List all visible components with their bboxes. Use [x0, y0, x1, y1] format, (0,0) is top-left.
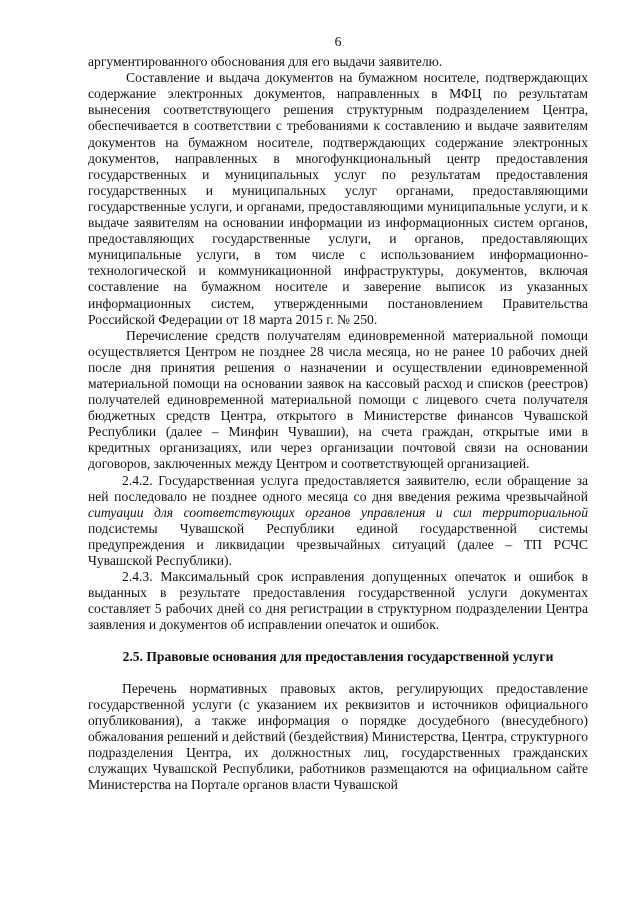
section-heading-2-5: 2.5. Правовые основания для предоставления государственной услуги [122, 649, 554, 665]
paragraph-2-4-3: 2.4.3. Максимальный срок исправления допущенных опечаток и ошибок в выданных в результате предоставления государственной услуги документах составляет 5 рабочих дней со дня регистрации в структурном подразделении Центра заявления и документов об исправлении опечаток и ошибок. [88, 569, 588, 633]
paragraph-2-4-2 [88, 473, 588, 570]
paragraph-legal-acts: Перечень нормативных правовых актов, регулирующих предоставление государственной услуги (с указанием их реквизитов и источников официального опубликования), а также информация о порядке досудебного (внесудебного) обжалования решений и действий (бездействия) Министерства, Центра, структурного подразделения Центра, их должностных лиц, государственных гражданских служащих Чувашской Республики, работников размещаются на официальном сайте Министерства на Портале органов власти Чувашской [88, 680, 588, 793]
paragraph-continuation: аргументированного обоснования для его выдачи заявителю. [88, 54, 443, 70]
paragraph-funds-transfer: Перечисление средств получателям единовременной материальной помощи осуществляется Центром не позднее 28 числа месяца, но не ранее 10 рабочих дней после дня принятия решения о назначении и осуществлении единовременной материальной помощи на основании заявок на кассовый расход и списков (реестров) получателей единовременной материальной помощи с лицевого счета получателя бюджетных средств Центра, открытого в Министерстве финансов Чувашской Республики (далее – Минфин Чувашии), на счета граждан, открытые ими в кредитных организациях, или через организации почтовой связи на основании договоров, заключенных между Центром и соответствующей организацией. [88, 327, 588, 472]
paragraph-2-4-2-end: подсистемы Чувашской Республики единой государственной системы предупреждения и ликвидации чрезвычайных ситуаций (далее – ТП РСЧС Чувашской Республики). [88, 520, 588, 568]
paragraph-2-4-2-italic: ситуации для соответствующих органов управления и сил территориальной [88, 504, 588, 520]
page-number: 6 [334, 34, 342, 49]
document-page [88, 34, 588, 793]
paragraph-paper-documents: Составление и выдача документов на бумажном носителе, подтверждающих содержание электронных документов, направленных в МФЦ по результатам вынесения соответствующего решения структурным подразделением Центра, обеспечивается в соответствии с требованиями к составлению и выдаче заявителям документов на бумажном носителе, подтверждающих содержание электронных документов, направленных в многофункциональный центр предоставления государственных и муниципальных услуг по результатам предоставления государственных и муниципальных услуг органами, предоставляющими государственные услуги, и органами, предоставляющими муниципальные услуги, и к выдаче заявителям на основании информации из информационных систем органов, предоставляющих государственные услуги, и органов, предоставляющих муниципальные услуги, в том числе с использованием информационно-технологической и коммуникационной инфраструктуры, документов, включая составление на бумажном носителе и заверение выписок из указанных информационных систем, утвержденными постановлением Правительства Российской Федерации от 18 марта 2015 г. № 250. [88, 70, 588, 327]
paragraph-2-4-2-start: 2.4.2. Государственная услуга предоставляется заявителю, если обращение за ней последовало не позднее одного месяца со дня введения режима чрезвычайной [88, 472, 588, 504]
